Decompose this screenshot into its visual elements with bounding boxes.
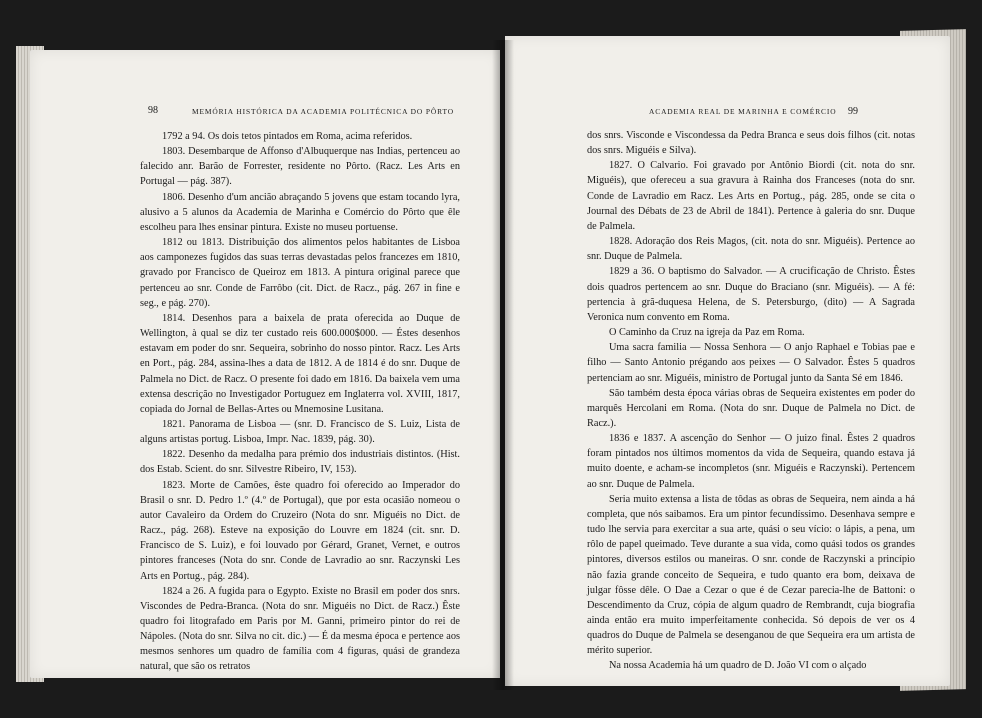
right-page <box>505 36 950 686</box>
paragraph: 1829 a 36. O baptismo do Salvador. — A crucificação de Christo. Êstes dois quadros pertencem ao snr. Duque do Bracianо (snr. Miguéis). — A fé: pertencia à grã-duquesa Helena, de S. Petersburgo, (dito) — A Sagrada Veronica num convento em Roma. <box>587 266 915 323</box>
paragraph: 1812 ou 1813. Distribuição dos alimentos pelos habitantes de Lisboa aos camponezes fugidos das suas terras devastadas pelos francezes em 1810, gravado por Francisco de Queiroz em 1813. A pintura original parece que pertenceu ao snr. Conde de Farrôbo (cit. Dict. de Racz., pág. 267 in fine e seg., e pág. 270). <box>140 237 460 309</box>
paragraph: 1823. Morte de Camões, êste quadro foi oferecido ao Imperador do Brasil o snr. D. Pedro 1.º (4.º de Portugal), que por esta ocasião nomeou o autor Cavaleiro da Ordem do Cruzeiro (Nota do snr. Miguéis no Dict. de Racz., pág. 268). Esteve na exposição do Louvre em 1824 (cit. snr. D. Francisco de S. Luiz), e foi louvado por Gérard, Granet, Vernet, e outros pintores franceses (Nota do snr. Conde de Lavradio ao snr. Raczynski Les Arts en Portug., pág. 284). <box>140 479 460 582</box>
paragraph: Na nossa Academia há um quadro de D. João VI com o alçado <box>609 660 867 672</box>
paragraph: dos snrs. Visconde e Viscondessa da Pedra Branca e seus dois filhos (cit. notas dos snrs. Miguéis e Silva). <box>587 130 915 157</box>
paragraph: 1836 e 1837. A ascenção do Senhor — O juizo final. Êstes 2 quadros foram pintados nos últimos momentos da vida de Sequeira, quando estava já muito doente, e acham-se incompletos (snr. Miguéis e Raczynski). Pertencem ao snr. Duque de Palmela. <box>587 433 915 490</box>
running-head: MEMÓRIA HISTÓRICA DA ACADEMIA POLITÉCNICA DO PÔRTO <box>192 107 455 116</box>
paragraph: 1822. Desenho da medalha para prémio dos industriais distintos. (Hist. dos Estab. Scient. do snr. Silvestre Ribeiro, IV, 153). <box>140 449 460 476</box>
paragraph: 1827. O Calvario. Foi gravado por Antônio Biordi (cit. nota do snr. Miguéis), que ofereceu a sua gravura à Rainha dos Franceses (nota do snr. Conde de Lavradio em Racz. Les Arts en Portug., pág. 285, onde se cita o Journal des Débats de 23 de Abril de 1841). Pertence à galeria do snr. Duque de Palmela. <box>587 160 915 232</box>
paragraph: 1824 a 26. A fugida para o Egypto. Existe no Brasil em poder dos snrs. Viscondes de Pedra-Branca. (Nota do snr. Miguéis no Dict. de Racz.) Êste quadro foi litografado em Paris por M. Ganni, primeiro pintor do rei de Nápoles. (Nota do snr. Silva no cit. dic.) — É da mesma época e pertence aos mesmos senhores um quadro de família com 4 figuras, quási de grandeza natural, que são os retratos <box>140 585 460 673</box>
paragraph: 1806. Desenho d'um ancião abraçando 5 jovens que estam tocando lyra, alusivo a 5 alunos da Academia de Marinha e Comércio do Pôrto que êle escolheu para lhes ensinar pintura. Existe no museu portuense. <box>140 191 460 233</box>
page-number: 99 <box>848 106 858 117</box>
paragraph: São também desta época várias obras de Sequeira existentes em poder do marquês Hercolani em Roma. (Nota do snr. Duque de Palmela no Dict. de Racz.). <box>587 387 915 429</box>
page-body <box>140 129 460 675</box>
page-body <box>587 128 915 674</box>
running-head: ACADEMIA REAL DE MARINHA E COMÉRCIO <box>649 107 837 116</box>
paragraph: 1792 a 94. Os dois tetos pintados em Roma, acima referidos. <box>162 131 413 142</box>
paragraph: O Caminho da Cruz na igreja da Paz em Roma. <box>609 327 805 339</box>
paragraph: Uma sacra familia — Nossa Senhora — O anjo Raphael e Tobias pae e filho — Santo Antonio prégando aos peixes — O Salvador. Êstes 5 quadros pertenciam ao snr. Miguéis, ministro de Portugal junto da Santa Sé em 1846. <box>587 342 915 384</box>
paragraph: 1828. Adoração dos Reis Magos, (cit. nota do snr. Miguéis). Pertence ao snr. Duque de Palmela. <box>587 236 915 263</box>
left-page <box>30 50 500 678</box>
paragraph: 1821. Panorama de Lisboa — (snr. D. Francisco de S. Luiz, Lista de alguns artistas portug. Lisboa, Impr. Nac. 1839, pág. 30). <box>140 418 460 446</box>
page-number: 98 <box>148 105 158 116</box>
paragraph: 1814. Desenhos para a baixela de prata oferecida ao Duque de Wellington, à qual se diz ter custado reis 600.000$000. — Éstes desenhos estavam em poder do snr. Sequeira, sobrinho do nosso pintor. Racz. Les Arts en Port., pág. 284, assina-lhes a data de 1812. A de 1814 é do snr. Duque de Palmela no Dict. de Racz. O presente foi dado em 1816. Da baixela vem uma extensa descrição no Investigador Portuguez em Inglaterra vol. XVIII, 1817, copiada do Jornal de Bellas-Artes ou Mnemosine Lusitana. <box>140 312 460 415</box>
paragraph: 1803. Desembarque de Affonso d'Albuquerque nas Indias, pertenceu ao falecido anr. Barão de Forrester, residente no Pôrto. (Racz. Les Arts en Portugal — pág. 387). <box>140 146 460 188</box>
book-gutter <box>492 40 514 690</box>
paragraph: Seria muito extensa a lista de tôdas as obras de Sequeira, nem ainda a há completa, que nós saibamos. Era um pintor fecundíssimo. Desenhava sempre e tudo lhe servia para exercitar a sua arte, quási o seu vício: o lápis, a pena, um rôlo de papel queimado. Teve durante a sua vida, como quási todos os grandes pintores, diversos estilos ou maneiras. O snr. conde de Raczynski a princípio não fazia grande conceito de Sequeira, e tudo quanto era bom, deixava de julgar fôsse dêle. O Dae a Cezar o que é de Cezar parecia-lhe de Battoni: o Descendimento da Cruz, cópia de algum quadro de Rembrandt, cuja biografia ainda então era muito imperfeitamente conhecida. Só depois de ver os 4 quadros do Duque de Palmela se desenganou de que Sequeira era um artista de mérito superior. <box>587 493 915 657</box>
